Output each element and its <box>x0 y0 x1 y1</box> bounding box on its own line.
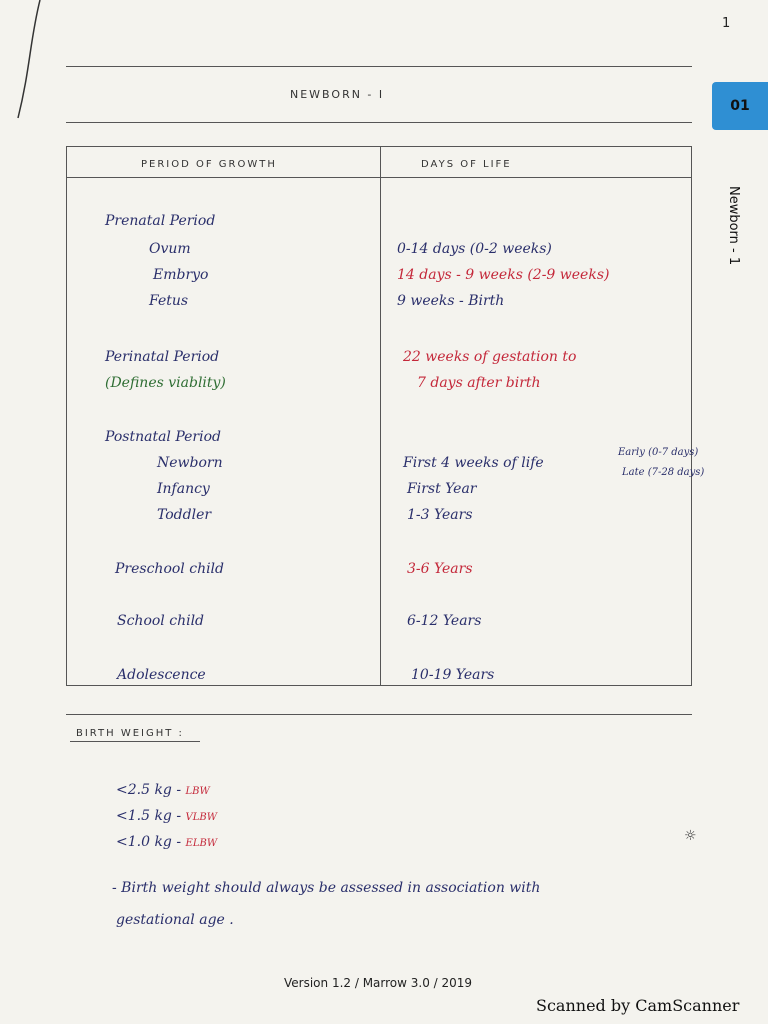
growth-period-table <box>66 146 705 686</box>
birth-weight-note-line1: - Birth weight should always be assessed in association with <box>112 880 541 896</box>
days-cell: 9 weeks - Birth <box>397 293 505 309</box>
header-rule-top <box>66 66 692 67</box>
scanner-watermark: Scanned by CamScanner <box>536 996 740 1015</box>
section-rule <box>66 714 692 715</box>
period-cell: Ovum <box>149 241 191 257</box>
birth-weight-range: <1.5 kg - <box>116 808 182 824</box>
birth-weight-underline <box>70 741 200 742</box>
period-cell: Fetus <box>149 293 189 309</box>
days-cell: 6-12 Years <box>407 613 482 629</box>
days-cell: 3-6 Years <box>407 561 473 577</box>
margin-pen-stroke <box>0 0 60 120</box>
period-cell: Toddler <box>157 507 212 523</box>
header-days: DAYS OF LIFE <box>421 159 512 170</box>
period-cell: Perinatal Period <box>105 349 220 365</box>
page-number: 1 <box>722 16 731 31</box>
period-cell: Preschool child <box>115 561 224 577</box>
days-cell: 1-3 Years <box>407 507 473 523</box>
days-cell: 7 days after birth <box>417 375 541 391</box>
chapter-tab-number: 01 <box>730 98 750 114</box>
header-period: PERIOD OF GROWTH <box>141 159 277 170</box>
table-header-divider <box>67 177 691 178</box>
page-heading: NEWBORN - I <box>290 88 385 101</box>
period-cell: Infancy <box>157 481 210 497</box>
period-cell: Postnatal Period <box>105 429 221 445</box>
days-cell: First Year <box>407 481 477 497</box>
days-cell: 14 days - 9 weeks (2-9 weeks) <box>397 267 610 283</box>
days-cell: 22 weeks of gestation to <box>403 349 577 365</box>
period-cell: Prenatal Period <box>105 213 216 229</box>
table-column-divider <box>380 147 381 685</box>
birth-weight-range: <1.0 kg - <box>116 834 182 850</box>
lightbulb-icon: ☼ <box>684 828 697 844</box>
birth-weight-label: ELBW <box>185 838 218 849</box>
period-cell: (Defines viablity) <box>105 375 226 391</box>
newborn-early-note: Early (0-7 days) <box>618 447 699 458</box>
birth-weight-note-line2: gestational age . <box>116 912 234 928</box>
period-cell: Adolescence <box>117 667 206 683</box>
period-cell: Embryo <box>153 267 209 283</box>
days-cell: 0-14 days (0-2 weeks) <box>397 241 552 257</box>
period-cell: Newborn <box>157 455 223 471</box>
chapter-tab <box>712 82 768 130</box>
birth-weight-item <box>116 834 217 850</box>
birth-weight-item <box>116 782 210 798</box>
birth-weight-range: <2.5 kg - <box>116 782 182 798</box>
days-cell: 10-19 Years <box>411 667 495 683</box>
header-rule-bottom <box>66 122 692 123</box>
days-cell: First 4 weeks of life <box>403 455 544 471</box>
birth-weight-label: LBW <box>185 786 210 797</box>
birth-weight-title: BIRTH WEIGHT : <box>76 728 184 739</box>
chapter-side-label: Newborn - 1 <box>726 186 741 266</box>
birth-weight-item <box>116 808 217 824</box>
period-cell: School child <box>117 613 205 629</box>
newborn-late-note: Late (7-28 days) <box>622 467 705 478</box>
birth-weight-label: VLBW <box>185 812 218 823</box>
version-footer: Version 1.2 / Marrow 3.0 / 2019 <box>284 976 473 990</box>
